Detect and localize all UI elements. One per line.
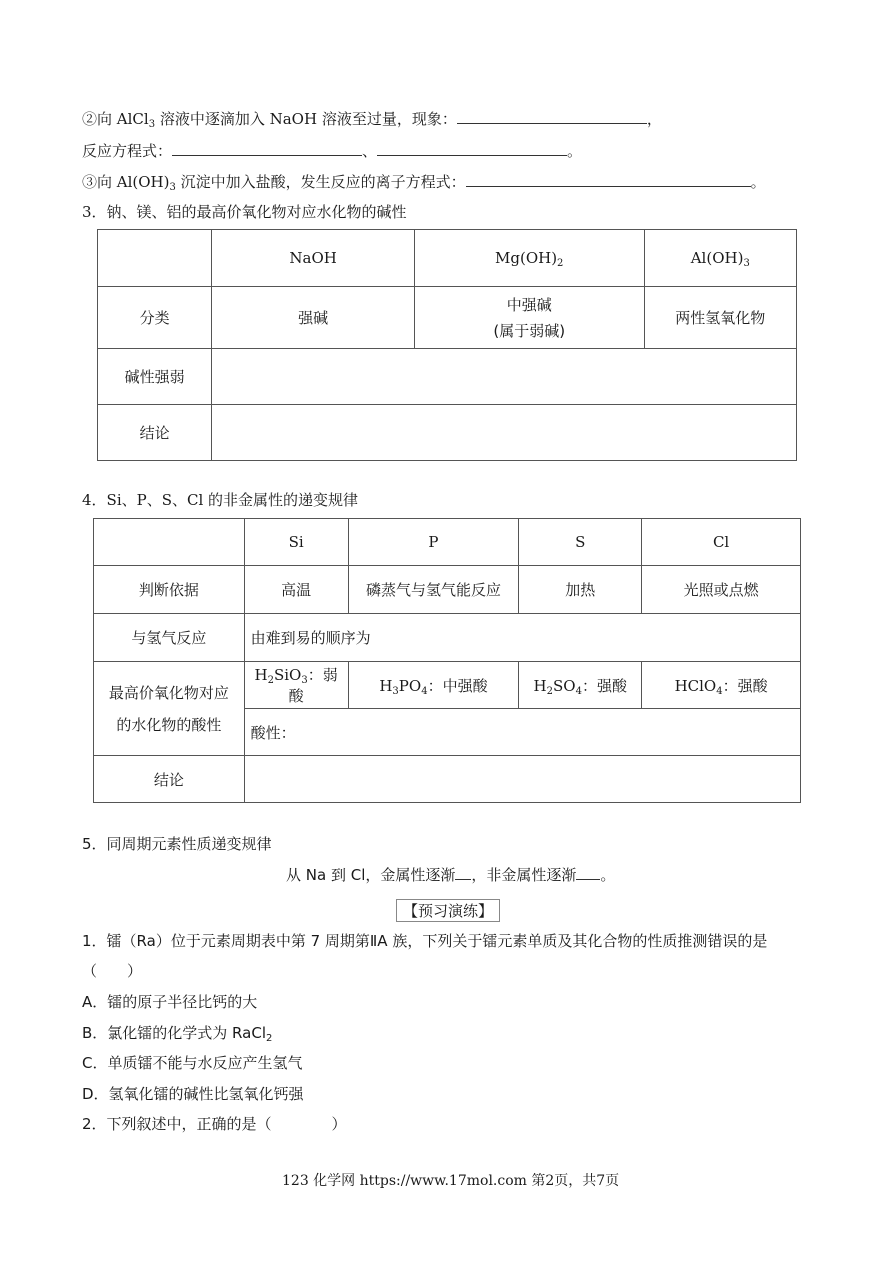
intro-line3-prefix: ③向 Al(OH): [82, 173, 170, 191]
intro-line1-mid: 溶液中逐滴加入 NaOH 溶液至过量，现象：: [155, 110, 457, 128]
practice-heading: 【预习演练】: [396, 899, 500, 922]
base-table-corner: [98, 230, 212, 287]
row-label-h2: 与氢气反应: [94, 614, 245, 662]
header-cl: Cl: [642, 519, 801, 566]
acid-cl: HClO$_4$：强酸: [642, 662, 801, 709]
base-table: [97, 229, 797, 461]
strength-answer-cell[interactable]: [212, 349, 797, 405]
ionic-equation-blank[interactable]: [466, 172, 751, 187]
q1-option-d[interactable]: D．氢氧化镭的碱性比氢氧化钙强: [82, 1085, 304, 1103]
section5-part2: ，非金属性逐渐: [471, 866, 577, 884]
page-footer: 123 化学网 https://www.17mol.com 第2页，共7页: [282, 1173, 620, 1189]
q1-option-b[interactable]: B．氯化镭的化学式为 RaCl$_2$: [82, 1024, 273, 1044]
row-label-classify: 分类: [98, 287, 212, 349]
intro-line3-mid: 沉淀中加入盐酸，发生反应的离子方程式：: [175, 173, 466, 191]
intro-line1-end: ，: [646, 110, 662, 128]
intro-line-2: [82, 140, 582, 161]
header-p: P: [348, 519, 519, 566]
intro-line2-end: 。: [567, 142, 583, 160]
header-mgoh2: $Mg(OH)_2$: [414, 230, 644, 287]
acid-s: $H_2SO_4$：强酸: [519, 662, 642, 709]
q1-option-c[interactable]: C．单质镭不能与水反应产生氢气: [82, 1054, 303, 1072]
metallic-blank[interactable]: [455, 865, 471, 880]
intro-line-3: [82, 171, 766, 192]
row-label-conclusion: 结论: [98, 405, 212, 461]
header-aloh3: $Al(OH)_3$: [644, 230, 796, 287]
intro-line1-sub: 3: [148, 119, 156, 130]
classify-aloh3: 两性氢氧化物: [644, 287, 796, 349]
row-label-conclusion-4: 结论: [94, 756, 245, 803]
section3-title: 3．钠、镁、铝的最高价氧化物对应水化物的碱性: [82, 203, 407, 221]
row-label-strength: 碱性强弱: [98, 349, 212, 405]
equation-label: 反应方程式：: [82, 142, 173, 160]
intro-line1-prefix: ②向 AlCl: [82, 110, 149, 128]
equation-separator: 、: [362, 142, 378, 160]
intro-line-1: [82, 108, 662, 129]
acid-si: $H_2SiO_3$：弱酸: [244, 662, 348, 709]
section5-title: 5．同周期元素性质递变规律: [82, 835, 272, 853]
basis-si: 高温: [244, 566, 348, 614]
q1-answer-paren[interactable]: （ ）: [82, 962, 143, 980]
acid-p: $H_3PO_4$：中强酸: [348, 662, 519, 709]
conclusion-answer-cell[interactable]: [212, 405, 797, 461]
conclusion-4-answer-cell[interactable]: [244, 756, 800, 803]
basis-p: 磷蒸气与氢气能反应: [348, 566, 519, 614]
header-naoh: NaOH: [212, 230, 415, 287]
section5-part1: 从 Na 到 Cl，金属性逐渐: [286, 866, 456, 884]
intro-line3-end: 。: [750, 173, 766, 191]
equation-blank-1[interactable]: [172, 141, 362, 156]
row-label-basis: 判断依据: [94, 566, 245, 614]
h2-order-cell[interactable]: 由难到易的顺序为: [244, 614, 800, 662]
section5-part3: 。: [600, 866, 616, 884]
row-label-acid: 最高价氧化物对应 的水化物的酸性: [94, 662, 245, 756]
header-si: Si: [244, 519, 348, 566]
q2-stem: 2．下列叙述中，正确的是（ ）: [82, 1115, 347, 1133]
header-s: S: [519, 519, 642, 566]
basis-cl: 光照或点燃: [642, 566, 801, 614]
nonmetallic-blank[interactable]: [576, 865, 600, 880]
equation-blank-2[interactable]: [377, 141, 567, 156]
phenomenon-blank[interactable]: [457, 109, 647, 124]
q1-option-a[interactable]: A．镭的原子半径比钙的大: [82, 993, 258, 1011]
classify-naoh: 强碱: [212, 287, 415, 349]
nonmetal-table-corner: [94, 519, 245, 566]
intro-line3-sub: 3: [169, 182, 176, 193]
q1-stem: 1．镭（Ra）位于元素周期表中第 7 周期第ⅡA 族，下列关于镭元素单质及其化合物的性质推测错误的是: [82, 932, 768, 950]
section5-statement: [286, 864, 615, 885]
basis-s: 加热: [519, 566, 642, 614]
classify-mgoh2: 中强碱 (属于弱碱): [414, 287, 644, 349]
acidity-order-cell[interactable]: 酸性：: [244, 709, 800, 756]
nonmetal-table: [93, 518, 801, 803]
section4-title: 4．Si、P、S、Cl 的非金属性的递变规律: [82, 491, 359, 509]
